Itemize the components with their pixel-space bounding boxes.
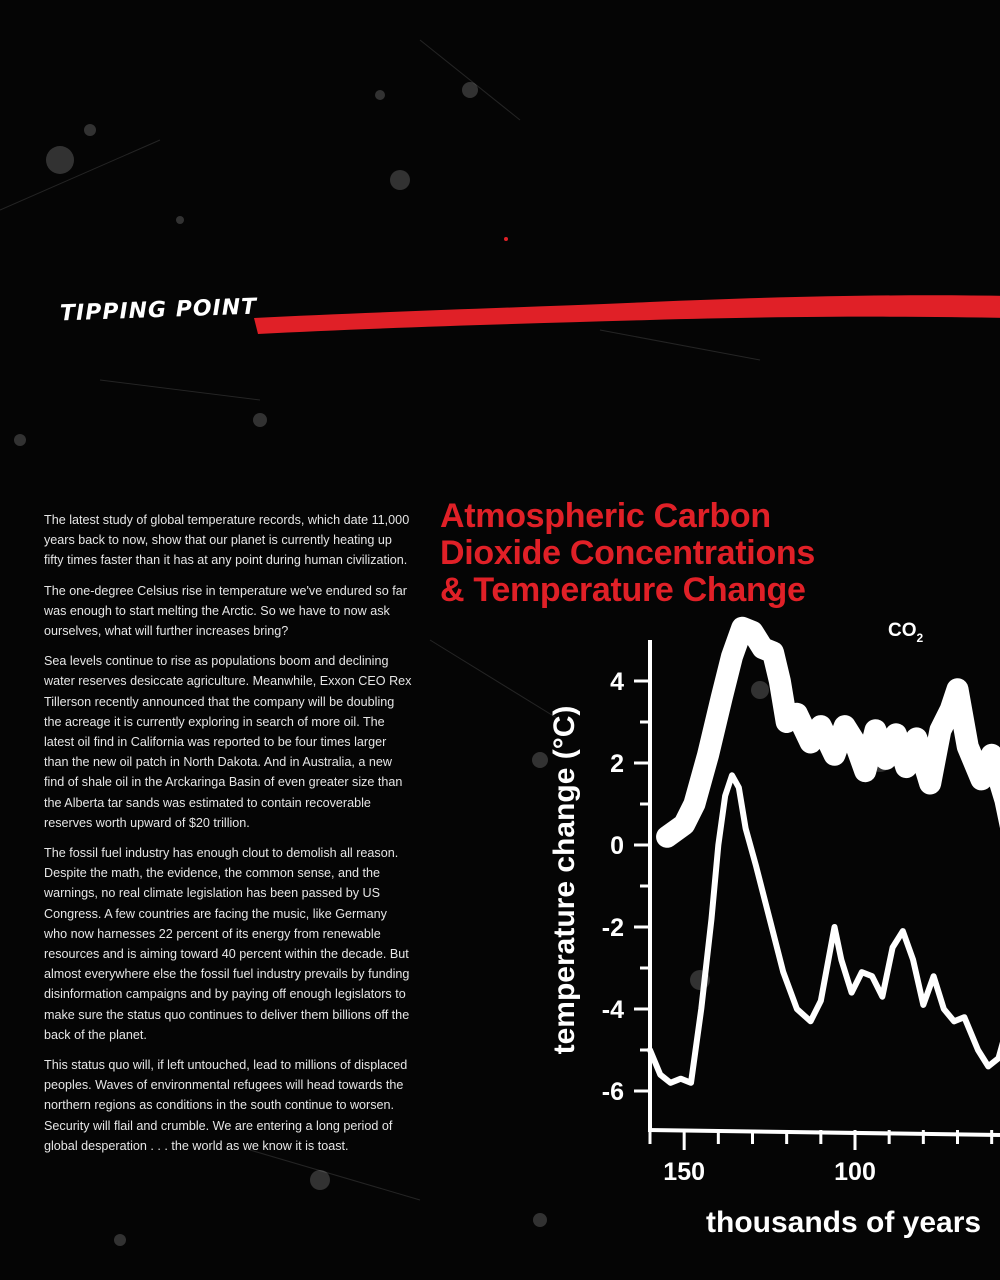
paragraph-5: This status quo will, if left untouched, lead to millions of displaced peoples. Waves of environmental refugees will head towards the northern regions as conditions in the south continue to worsen. Security will flail and crumble. We are entering a long period of global desperation . . . the world as we know it is toast.: [44, 1058, 408, 1153]
chart-title-line-1: Atmospheric Carbon: [440, 497, 771, 535]
paragraph-1: The latest study of global temperature records, which date 11,000 years back to now, show that our planet is currently heating up fifty times faster than it has at any point during human civilization.: [44, 513, 410, 568]
chart-title-line-3: & Temperature Change: [440, 571, 806, 609]
y-tick-label: -4: [601, 996, 624, 1024]
paragraph-2: The one-degree Celsius rise in temperature we've endured so far was enough to start melting the Arctic. So we have to now ask ourselves, what will further increases bring?: [44, 583, 407, 639]
x-axis-line: [648, 1130, 1000, 1135]
co2-series-label: $CO_2$: [888, 620, 924, 645]
y-tick-label: 0: [610, 832, 624, 860]
chart-series: [650, 628, 1000, 1083]
temperature-series-line: [650, 775, 1000, 1083]
x-tick-label: 150: [663, 1158, 706, 1186]
section-label: TIPPING POINT: [59, 294, 258, 327]
y-tick-label: -6: [601, 1078, 624, 1106]
y-tick-label: -2: [601, 914, 624, 942]
x-tick-label: 100: [834, 1158, 876, 1186]
chart-title-line-2: Dioxide Concentrations: [440, 534, 816, 572]
y-axis-label: temperature change (°C): [548, 705, 581, 1055]
y-tick-label: 2: [610, 750, 624, 778]
x-axis-label: thousands of years: [706, 1206, 982, 1239]
paragraph-4: The fossil fuel industry has enough clout to demolish all reason. Despite the math, the evidence, the common sense, and the warnings, no real climate legislation has been passed by US Congress. A few countries are facing the music, like Germany who now harnesses 22 percent of its energy from renewable resources and is aiming toward 40 percent within the decade. But almost everywhere else the fossil fuel industry prevails by funding disinformation campaigns and by paying off enough legislators to make sure the status quo continues to deliver them billions off the back of the planet.: [44, 846, 410, 1042]
y-tick-label: 4: [610, 668, 624, 696]
co2-series-line: [667, 628, 1000, 849]
paragraph-3: Sea levels continue to rise as populations boom and declining water reserves desiccate agriculture. Meanwhile, Exxon CEO Rex Tillerson recently announced that the company will be doubling the acreage it is currently exploring in search of more oil. The latest oil find in California was reported to be four times larger than the new oil patch in North Dakota. And in Australia, a new find of shale oil in the Arckaringa Basin of even greater size than the Alberta tar sands was estimated to contain recoverable reserves worth upward of $20 trillion.: [44, 654, 412, 830]
